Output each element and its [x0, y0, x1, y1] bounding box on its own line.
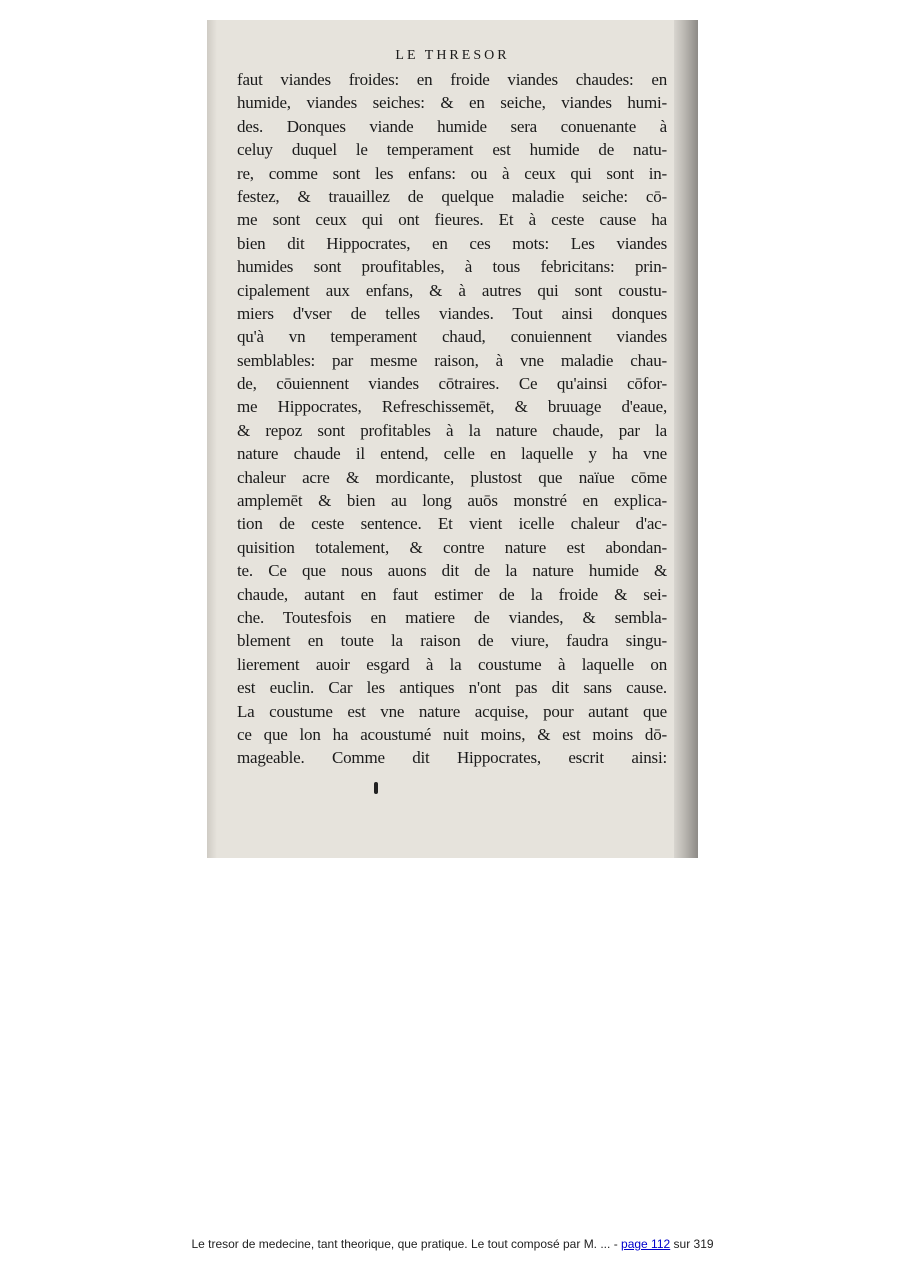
page-edge-shadow [674, 20, 698, 858]
page-gutter-shadow [207, 20, 217, 858]
text-line: humides sont proufitables, à tous febricitans: prin- [237, 257, 667, 277]
text-line: tion de ceste sentence. Et vient icelle chaleur d'ac- [237, 514, 667, 534]
text-line: me sont ceux qui ont fieures. Et à ceste cause ha [237, 210, 667, 230]
text-line: nature chaude il entend, celle en laquelle y ha vne [237, 444, 667, 464]
text-line: quisition totalement, & contre nature est abondan- [237, 537, 667, 557]
text-line: semblables: par mesme raison, à vne maladie chau- [237, 350, 667, 370]
text-line: celuy duquel le temperament est humide de natu- [237, 140, 667, 160]
text-line: de, cōuiennent viandes cōtraires. Ce qu'ainsi cōfor- [237, 374, 667, 394]
text-line: amplemēt & bien au long auōs monstré en explica- [237, 491, 667, 511]
page-footer [0, 1237, 905, 1251]
text-line: est euclin. Car les antiques n'ont pas dit sans cause. [237, 678, 667, 698]
footer-page-count: sur 319 [670, 1237, 714, 1251]
text-line: ce que lon ha acoustumé nuit moins, & est moins dō- [237, 724, 667, 744]
text-line: lierement auoir esgard à la coustume à laquelle on [237, 654, 667, 674]
footer-title: Le tresor de medecine, tant theorique, que pratique. Le tout composé par M. ... - [191, 1237, 622, 1251]
text-line: festez, & trauaillez de quelque maladie seiche: cō- [237, 186, 667, 206]
text-line: re, comme sont les enfans: ou à ceux qui sont in- [237, 163, 667, 183]
text-line: te. Ce que nous auons dit de la nature humide & [237, 561, 667, 581]
text-line: & repoz sont profitables à la nature chaude, par la [237, 420, 667, 440]
text-line: qu'à vn temperament chaud, conuiennent viandes [237, 327, 667, 347]
page-link[interactable]: page 112 [621, 1237, 671, 1251]
text-line: che. Toutesfois en matiere de viandes, & sembla- [237, 607, 667, 627]
text-line: cipalement aux enfans, & à autres qui sont coustu- [237, 280, 667, 300]
text-line: me Hippocrates, Refreschissemēt, & bruuage d'eaue, [237, 397, 667, 417]
text-line: faut viandes froides: en froide viandes chaudes: en [237, 70, 667, 89]
text-line: blement en toute la raison de viure, faudra singu- [237, 631, 667, 651]
text-line: La coustume est vne nature acquise, pour autant que [237, 701, 667, 721]
text-line: chaleur acre & mordicante, plustost que naïue cōme [237, 467, 667, 487]
text-line: chaude, autant en faut estimer de la froide & sei- [237, 584, 667, 604]
text-line: miers d'vser de telles viandes. Tout ainsi donques [237, 303, 667, 323]
text-line: des. Donques viande humide sera conuenante à [237, 116, 667, 136]
text-line: bien dit Hippocrates, en ces mots: Les viandes [237, 233, 667, 253]
page-text [237, 68, 667, 770]
scanned-page [207, 20, 698, 858]
text-line: humide, viandes seiches: & en seiche, viandes humi- [237, 93, 667, 113]
ink-speck [374, 782, 378, 794]
text-line: mageable. Comme dit Hippocrates, escrit ainsi: [237, 748, 667, 768]
running-head: LE THRESOR [395, 48, 510, 63]
